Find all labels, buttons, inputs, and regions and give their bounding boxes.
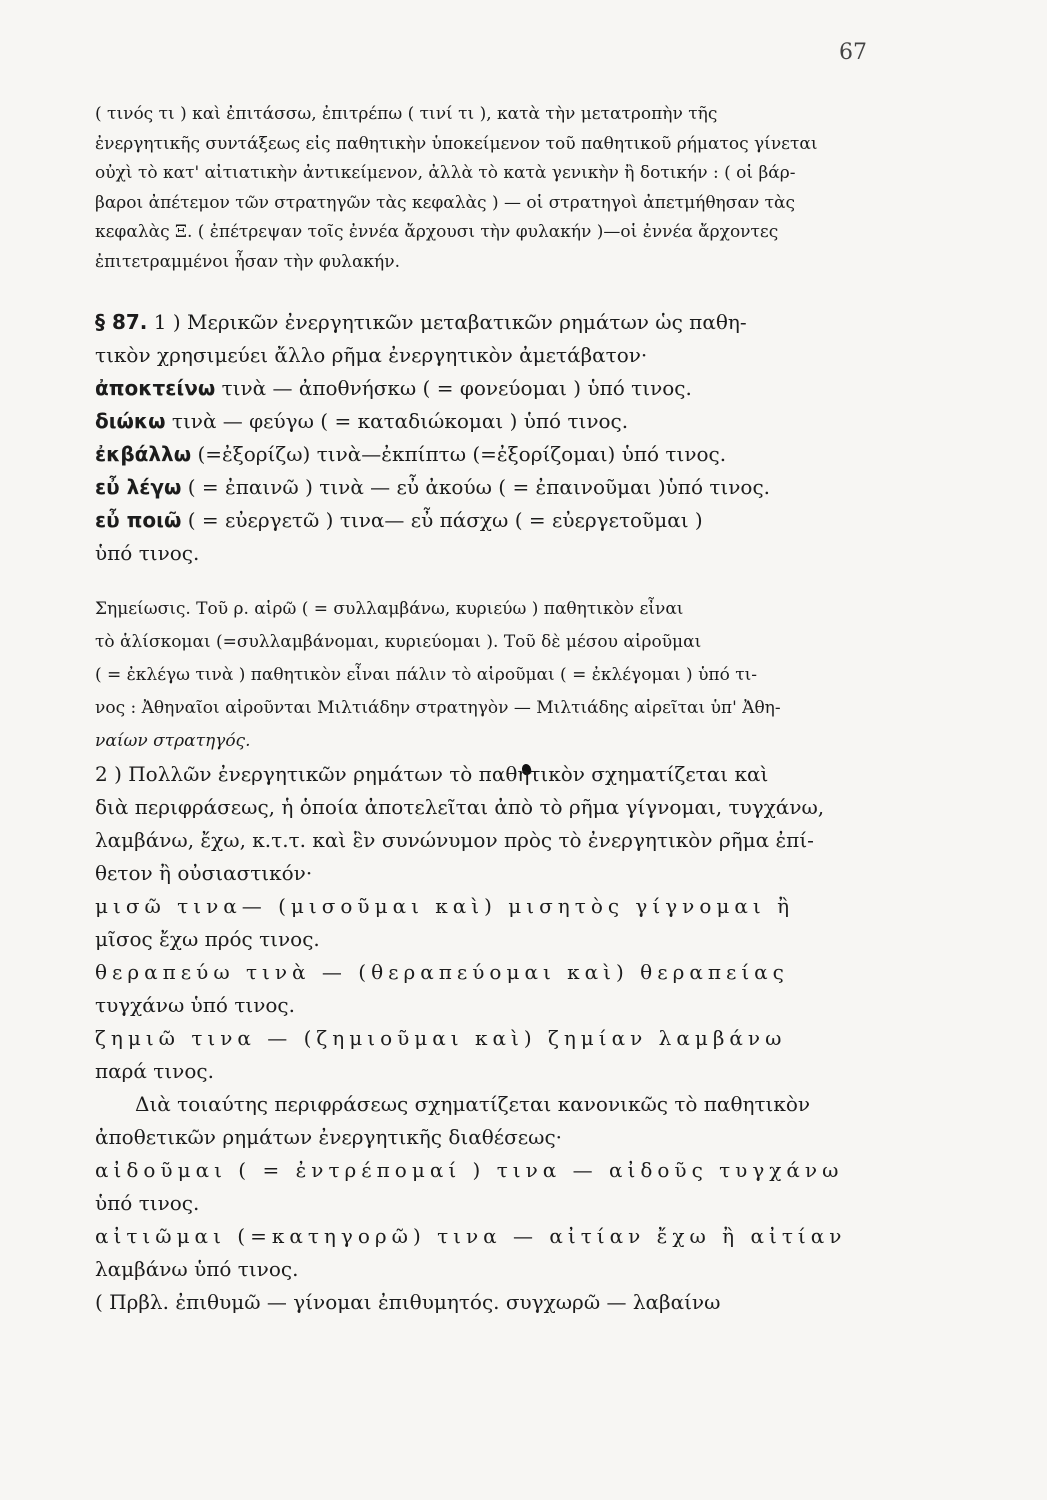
example-line (95, 405, 975, 438)
note-line: Σημείωσις. Τοῦ ρ. αἱρῶ ( = συλλαμβάνω, κυριεύω ) παθητικὸν εἶναι (95, 599, 684, 619)
section-number: § 87. (95, 310, 148, 334)
section-2 (95, 758, 975, 1319)
intro-line: βαροι ἀπέτεμον τῶν στρατηγῶν τὰς κεφαλὰς ) — οἱ στρατηγοὶ ἀπετμήθησαν τὰς (95, 192, 795, 213)
note-line: ναίων στρατηγός. (95, 731, 251, 751)
example-line (95, 471, 975, 504)
example-rest: ( = εὐεργετῶ ) τινα— εὖ πάσχω ( = εὐεργετοῦμαι ) (187, 508, 703, 532)
example-line: θεραπεύω τινὰ — (θεραπεύομαι καὶ) θεραπείας (95, 960, 789, 984)
section-2-line: θετον ἢ οὐσιαστικόν· (95, 861, 313, 885)
intro-line: οὐχὶ τὸ κατ' αἰτιατικὴν ἀντικείμενον, ἀλλὰ τὸ κατὰ γενικὴν ἢ δοτικήν : ( οἱ βάρ- (95, 163, 796, 183)
note-line: ( = ἐκλέγω τινὰ ) παθητικὸν εἶναι πάλιν τὸ αἱροῦμαι ( = ἐκλέγομαι ) ὑπό τι- (95, 665, 758, 685)
note-line: νος : Ἀθηναῖοι αἱροῦνται Μιλτιάδην στρατηγὸν — Μιλτιάδης αἱρεῖται ὑπ' Ἀθη- (95, 698, 781, 718)
example-line (95, 504, 975, 537)
section-2-line: ἀποθετικῶν ρημάτων ἐνεργητικῆς διαθέσεως· (95, 1125, 563, 1149)
section-87-heading-line (95, 306, 975, 339)
example-line: ζημιῶ τινα — (ζημιοῦμαι καὶ) ζημίαν λαμβάνω (95, 1026, 787, 1050)
section-2-line: λαμβάνω, ἔχω, κ.τ.τ. καὶ ἓν συνώνυμον πρὸς τὸ ἐνεργητικὸν ρῆμα ἐπί- (95, 828, 814, 852)
section-2-line: 2 ) Πολλῶν ἐνεργητικῶν ρημάτων τὸ παθητικὸν σχηματίζεται καὶ (95, 762, 769, 786)
active-verb: διώκω (95, 409, 166, 433)
active-verb: ἀποκτείνω (95, 376, 216, 400)
example-rest: τινὰ — ἀποθνήσκω ( = φονεύομαι ) ὑπό τινος. (221, 376, 692, 400)
active-verb: εὖ ποιῶ (95, 508, 182, 532)
example-tail: ὑπό τινος. (95, 541, 200, 565)
page-number: 67 (839, 40, 867, 65)
active-verb: εὖ λέγω (95, 475, 182, 499)
section-87-line: τικὸν χρησιμεύει ἄλλο ρῆμα ἐνεργητικὸν ἀμετάβατον· (95, 343, 648, 367)
section-87 (95, 306, 975, 570)
intro-line: ἐπιτετραμμένοι ἦσαν τὴν φυλακήν. (95, 251, 400, 272)
section-2-line: διὰ περιφράσεως, ἡ ὁποία ἀποτελεῖται ἀπὸ τὸ ρῆμα γίγνομαι, τυγχάνω, (95, 795, 825, 819)
section-87-text: 1 ) Μερικῶν ἐνεργητικῶν μεταβατικῶν ρημάτων ὡς παθη- (153, 310, 747, 334)
intro-paragraph (95, 100, 975, 277)
example-line: μισῶ τινα— (μισοῦμαι καὶ) μισητὸς γίγνομαι ἢ (95, 894, 795, 918)
section-2-line: Διὰ τοιαύτης περιφράσεως σχηματίζεται κανονικῶς τὸ παθητικὸν (135, 1092, 811, 1116)
example-rest: τινὰ — φεύγω ( = καταδιώκομαι ) ὑπό τινος. (171, 409, 629, 433)
intro-line: ( τινός τι ) καὶ ἐπιτάσσω, ἐπιτρέπω ( τινί τι ), κατὰ τὴν μετατροπὴν τῆς (95, 104, 718, 124)
example-line: ὑπό τινος. (95, 1191, 200, 1215)
example-rest: (=ἐξορίζω) τινὰ—ἐκπίπτω (=ἐξορίζομαι) ὑπό τινος. (197, 442, 727, 466)
example-line: αἰδοῦμαι ( = ἐντρέπομαί ) τινα — αἰδοῦς τυγχάνω (95, 1158, 844, 1182)
note-line: τὸ ἁλίσκομαι (=συλλαμβάνομαι, κυριεύομαι ). Τοῦ δὲ μέσου αἱροῦμαι (95, 632, 702, 652)
note-paragraph (95, 593, 975, 758)
example-line (95, 372, 975, 405)
example-line: παρά τινος. (95, 1059, 214, 1083)
example-line (95, 438, 975, 471)
example-line: τυγχάνω ὑπό τινος. (95, 993, 295, 1017)
example-line: μῖσος ἔχω πρός τινος. (95, 927, 320, 951)
intro-line: κεφαλὰς Ξ. ( ἐπέτρεψαν τοῖς ἐννέα ἄρχουσι τὴν φυλακήν )—οἱ ἐννέα ἄρχοντες (95, 222, 779, 242)
example-line: λαμβάνω ὑπό τινος. (95, 1257, 299, 1281)
example-rest: ( = ἐπαινῶ ) τινὰ — εὖ ἀκούω ( = ἐπαινοῦμαι )ὑπό τινος. (187, 475, 771, 499)
example-line: αἰτιῶμαι (=κατηγορῶ) τινα — αἰτίαν ἔχω ἢ αἰτίαν (95, 1224, 847, 1248)
intro-line: ἐνεργητικῆς συντάξεως εἰς παθητικὴν ὑποκείμενον τοῦ παθητικοῦ ρήματος γίνεται (95, 133, 818, 154)
active-verb: ἐκβάλλω (95, 442, 192, 466)
compare-line: ( Πρβλ. ἐπιθυμῶ — γίνομαι ἐπιθυμητός. συγχωρῶ — λαβαίνω (95, 1290, 721, 1314)
